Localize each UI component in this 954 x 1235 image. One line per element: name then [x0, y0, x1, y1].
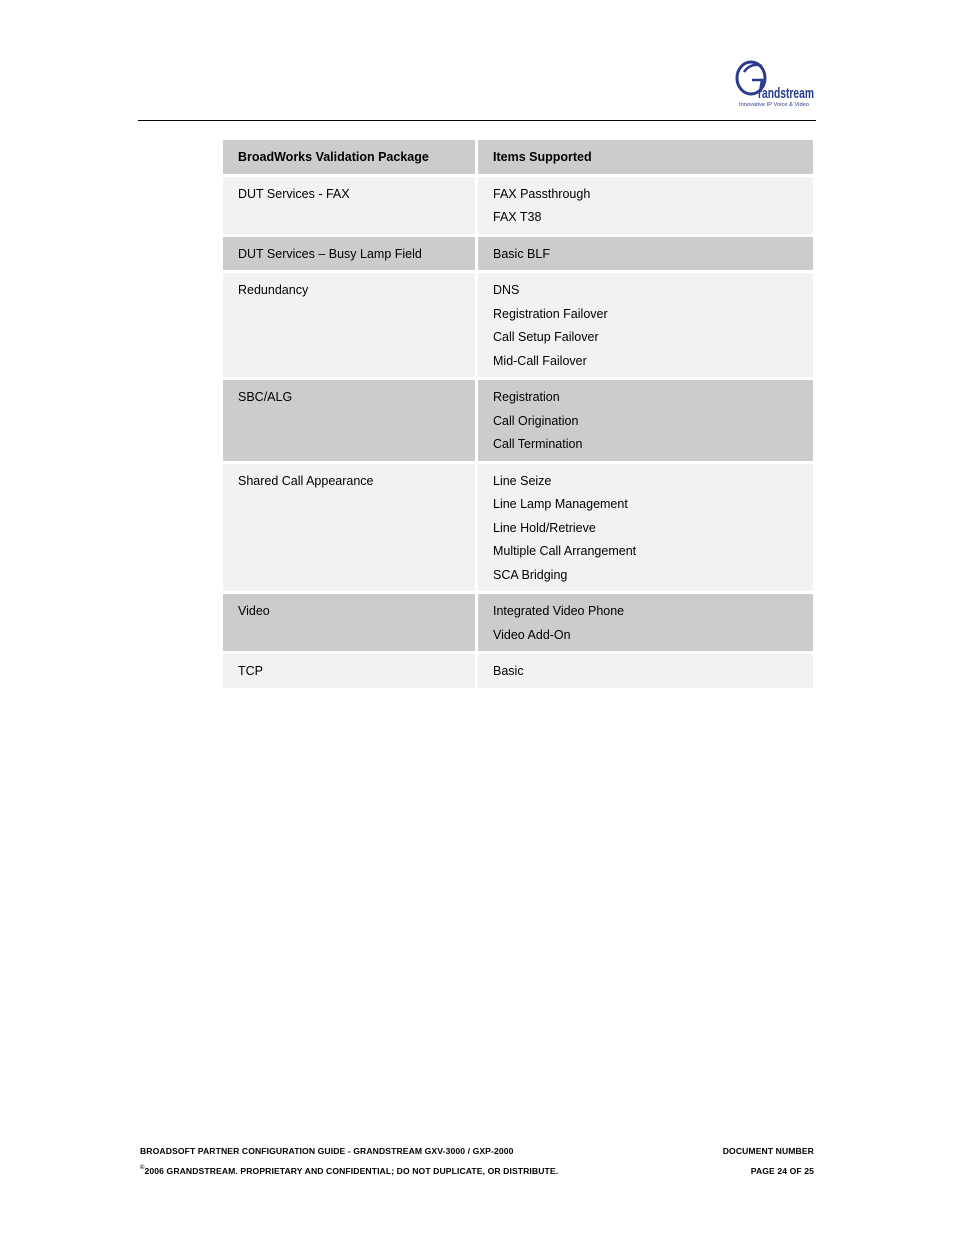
items-cell	[478, 273, 813, 377]
items-cell	[478, 380, 813, 461]
supported-item: Line Hold/Retrieve	[493, 520, 596, 535]
supported-item: Multiple Call Arrangement	[493, 544, 637, 558]
supported-item: Line Seize	[493, 473, 552, 488]
grandstream-logo	[734, 58, 816, 108]
supported-item: Line Lamp Management	[493, 497, 628, 511]
validation-table	[220, 137, 816, 691]
items-cell	[478, 177, 813, 234]
supported-item: Basic BLF	[493, 246, 550, 261]
package-cell: Video	[223, 594, 475, 651]
supported-item: Call Setup Failover	[493, 330, 599, 344]
table-row	[223, 464, 813, 592]
supported-item: Video Add-On	[493, 627, 571, 642]
supported-item: Call Origination	[493, 413, 579, 428]
package-cell: TCP	[223, 654, 475, 688]
supported-item: Registration	[493, 390, 560, 404]
package-cell: Shared Call Appearance	[223, 464, 475, 592]
supported-item: SCA Bridging	[493, 567, 568, 582]
package-cell: DUT Services - FAX	[223, 177, 475, 234]
header-rule	[138, 120, 816, 121]
items-cell	[478, 594, 813, 651]
svg-text:Innovative IP Voice & Video: Innovative IP Voice & Video	[739, 102, 809, 108]
footer-page-number: PAGE 24 OF 25	[750, 1166, 814, 1176]
table-row	[223, 594, 813, 651]
items-cell	[478, 654, 813, 688]
supported-item: Mid-Call Failover	[493, 353, 587, 368]
supported-item: DNS	[493, 283, 520, 297]
supported-item: FAX Passthrough	[493, 186, 591, 201]
supported-item: Call Termination	[493, 437, 583, 451]
supported-item: Registration Failover	[493, 306, 608, 321]
table-row	[223, 654, 813, 688]
table-row	[223, 237, 813, 271]
table-row	[223, 177, 813, 234]
package-cell: Redundancy	[223, 273, 475, 377]
footer-document-number: DOCUMENT NUMBER	[722, 1146, 814, 1156]
table-row	[223, 273, 813, 377]
items-cell	[478, 237, 813, 271]
footer-guide-title: BROADSOFT PARTNER CONFIGURATION GUIDE - GRANDSTREAM GXV-3000 / GXP-2000	[140, 1146, 514, 1156]
header-items: Items Supported	[478, 140, 813, 174]
supported-item: Integrated Video Phone	[493, 604, 625, 618]
package-cell: SBC/ALG	[223, 380, 475, 461]
package-cell: DUT Services – Busy Lamp Field	[223, 237, 475, 271]
items-cell	[478, 464, 813, 592]
supported-item: Basic	[493, 664, 524, 678]
supported-item: FAX T38	[493, 210, 542, 224]
header-package: BroadWorks Validation Package	[223, 140, 475, 174]
svg-text:randstream: randstream	[758, 85, 814, 102]
copyright-text: 2006 GRANDSTREAM. PROPRIETARY AND CONFIDENTIAL; DO NOT DUPLICATE, OR DISTRIBUTE.	[144, 1166, 559, 1176]
copyright-symbol: ©	[140, 1165, 145, 1171]
footer-copyright	[140, 1166, 558, 1176]
table-header-row	[223, 140, 813, 174]
table-row	[223, 380, 813, 461]
